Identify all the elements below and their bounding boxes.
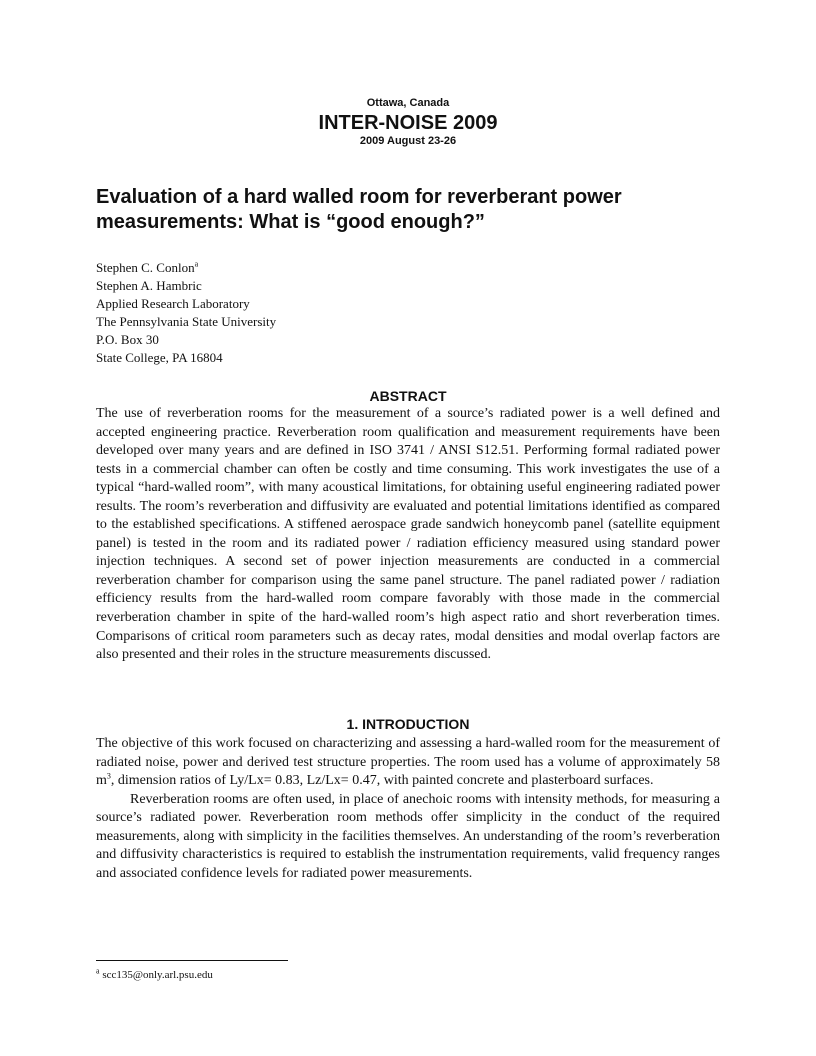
intro-p1-text-b: , dimension ratios of Ly/Lx= 0.83, Lz/Lx= 0.47, with painted concrete and plasterboard surfaces. (110, 773, 654, 789)
footnote-email: scc135@only.arl.psu.edu (99, 969, 213, 981)
author-name-1: Stephen C. Conlon (96, 260, 195, 275)
paper-title: Evaluation of a hard walled room for reverberant power measurements: What is “good enough?” (96, 186, 622, 233)
footnote-mark: a (96, 966, 100, 976)
author-block (96, 259, 276, 367)
author-name-2: Stephen A. Hambric (96, 278, 202, 293)
cubic-superscript: 3 (106, 771, 111, 781)
intro-p1-text-a: The objective of this work focused on characterizing and assessing a hard-walled room for the measurement of radiated noise, power and derived test structure properties. The room used has a volume of approximately 58 m (96, 736, 720, 789)
affiliation-line: Applied Research Laboratory (96, 296, 250, 311)
footnote-divider (96, 960, 288, 961)
conference-name: INTER-NOISE 2009 (318, 112, 498, 134)
affiliation-line: P.O. Box 30 (96, 332, 159, 347)
introduction-paragraph-2: Reverberation rooms are often used, in place of anechoic rooms with intensity methods, for measuring a source’s radiated power. Reverberation room methods offer simplicity in the conduct of the required measurements, along with simplicity in the facilities themselves. An understanding of the room’s reverberation and diffusivity characteristics is required to establish the instrumentation requirements, valid frequency ranges and associated confidence levels for radiated power measurements. (96, 791, 720, 881)
affiliation-line: The Pennsylvania State University (96, 314, 277, 329)
conference-location: Ottawa, Canada (366, 97, 450, 109)
introduction-heading: 1. INTRODUCTION (346, 716, 470, 732)
conference-dates: 2009 August 23-26 (359, 135, 457, 147)
abstract-heading: ABSTRACT (369, 388, 447, 404)
author-footnote-mark: a (194, 259, 199, 269)
author-line-1 (96, 259, 276, 277)
affiliation-line: State College, PA 16804 (96, 350, 223, 365)
introduction-body (96, 735, 720, 883)
footnote (96, 968, 213, 982)
abstract-text: The use of reverberation rooms for the measurement of a source’s radiated power is a well defined and accepted engineering practice. Reverberation room qualification and measurement requirements have been developed over many years and are defined in ISO 3741 / ANSI S12.51. Performing formal radiated power tests in a commercial chamber can often be costly and time consuming. This work investigates the use of a typical “hard-walled room”, with many acoustical limitations, for obtaining useful engineering radiated power results. The room’s reverberation and diffusivity are evaluated and potential limitations identified as compared to the established specifications. A stiffened aerospace grade sandwich honeycomb panel (satellite equipment panel) is tested in the room and its radiated power / radiation efficiency measured using standard power injection techniques. A second set of power injection measurements are conducted in a commercial reverberation chamber for comparison using the same panel structure. The panel radiated power / radiation efficiency results from the hard-walled room compare favorably with those made in the commercial reverberation chamber in spite of the hard-walled room’s high aspect ratio and short reverberation times. Comparisons of critical room parameters such as decay rates, modal densities and modal overlap factors are also presented and their roles in the structure measurements discussed. (96, 406, 720, 663)
introduction-paragraph-1 (96, 735, 720, 791)
